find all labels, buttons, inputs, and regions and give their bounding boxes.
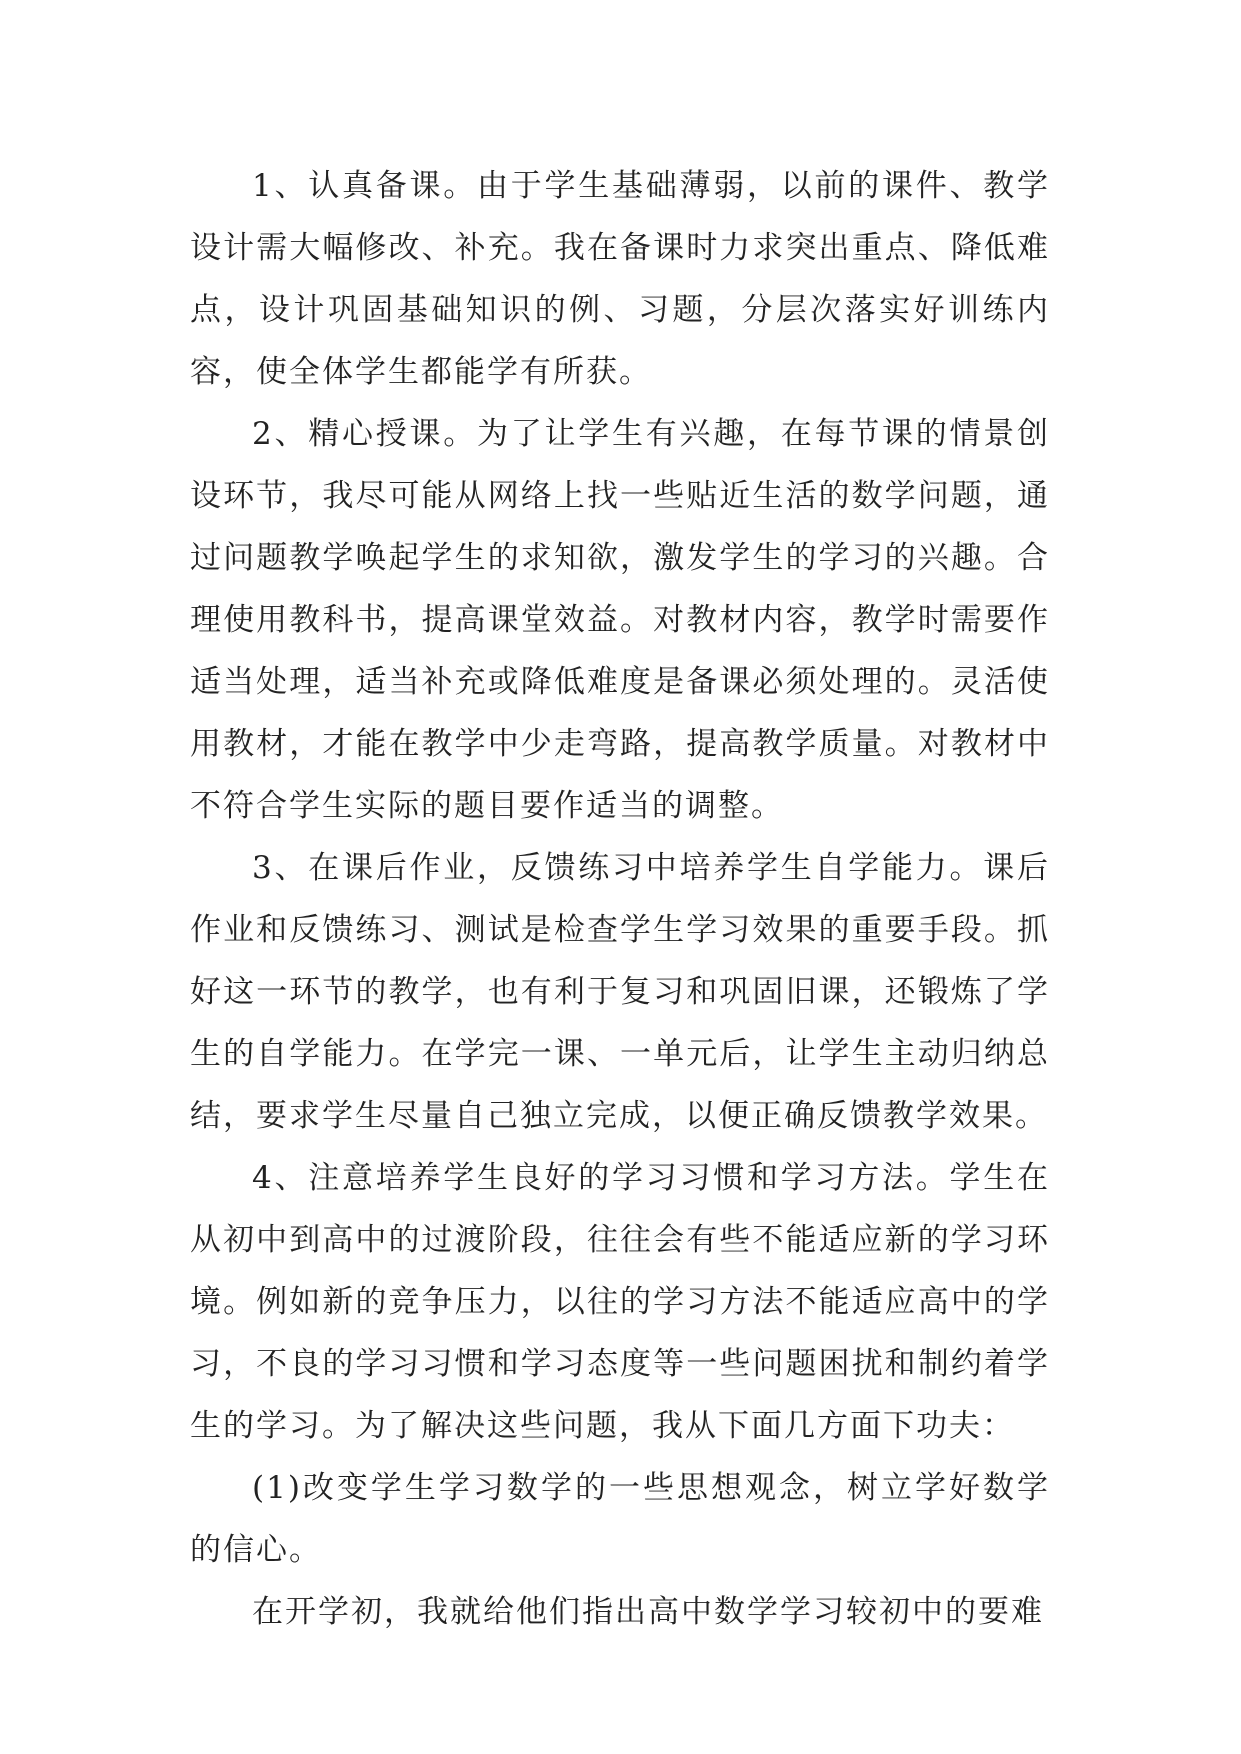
paragraph-homework-feedback: 3、在课后作业，反馈练习中培养学生自学能力。课后作业和反馈练习、测试是检查学生学习效果的重要手段。抓好这一环节的教学，也有利于复习和巩固旧课，还锻炼了学生的自学能力。在学完一课、一单元后，让学生主动归纳总结，要求学生尽量自己独立完成，以便正确反馈教学效果。 — [190, 850, 1050, 1134]
paragraph-lesson-preparation: 1、认真备课。由于学生基础薄弱，以前的课件、教学设计需大幅修改、补充。我在备课时力求突出重点、降低难点，设计巩固基础知识的例、习题，分层次落实好训练内容，使全体学生都能学有所获。 — [190, 168, 1050, 390]
paragraph-semester-start: 在开学初，我就给他们指出高中数学学习较初中的要难 — [252, 1594, 1044, 1630]
body-text — [190, 155, 1050, 1643]
paragraph-study-habits: 4、注意培养学生良好的学习习惯和学习方法。学生在从初中到高中的过渡阶段，往往会有些不能适应新的学习环境。例如新的竞争压力，以往的学习方法不能适应高中的学习，不良的学习习惯和学习态度等一些问题困扰和制约着学生的学习。为了解决这些问题，我从下面几方面下功夫： — [190, 1160, 1050, 1444]
paragraph-teaching: 2、精心授课。为了让学生有兴趣，在每节课的情景创设环节，我尽可能从网络上找一些贴近生活的数学问题，通过问题教学唤起学生的求知欲，激发学生的学习的兴趣。合理使用教科书，提高课堂效益。对教材内容，教学时需要作适当处理，适当补充或降低难度是备课必须处理的。灵活使用教材，才能在教学中少走弯路，提高教学质量。对教材中不符合学生实际的题目要作适当的调整。 — [190, 416, 1050, 824]
paragraph-subpoint-1: (1)改变学生学习数学的一些思想观念，树立学好数学的信心。 — [190, 1470, 1050, 1568]
